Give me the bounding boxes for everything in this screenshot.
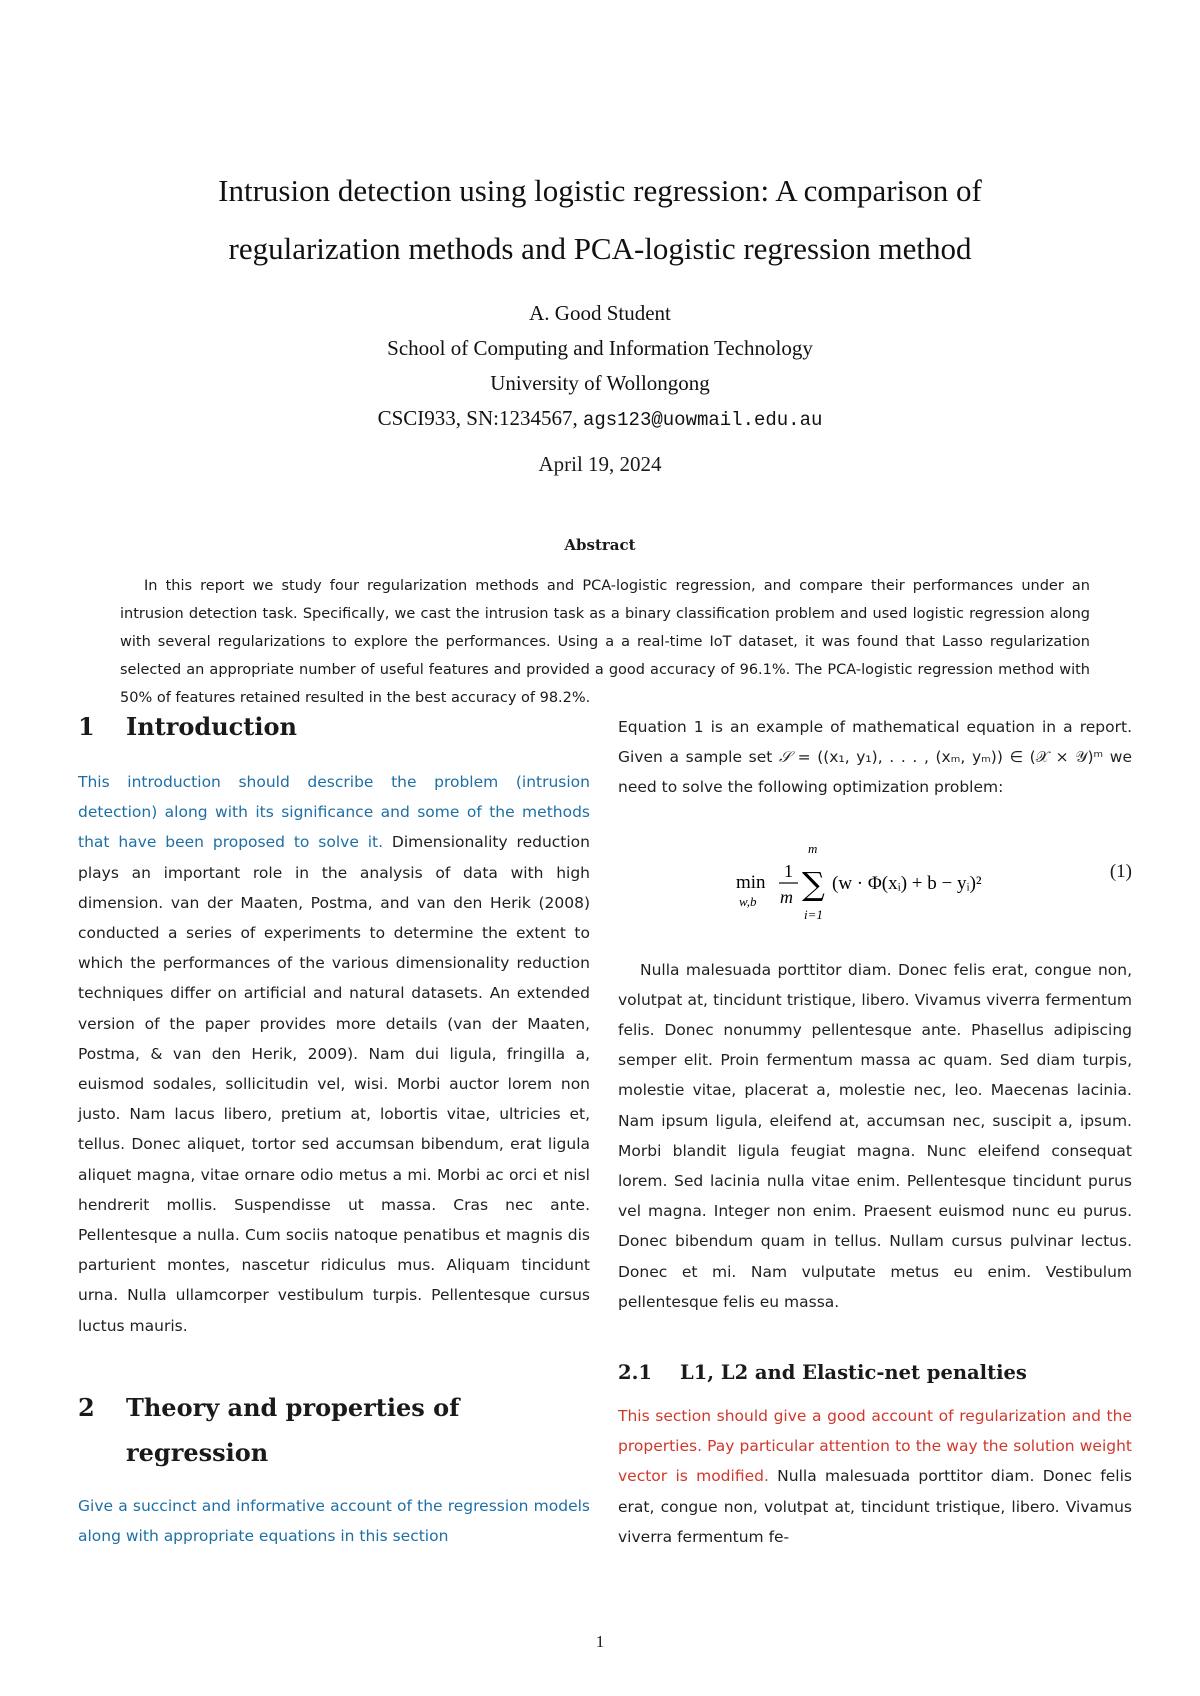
eq-term: (w · Φ(xᵢ) + b − yᵢ)² xyxy=(832,872,982,894)
eq-frac-denominator: m xyxy=(780,886,793,907)
right-column xyxy=(618,704,1132,1552)
subsection-2-1-heading xyxy=(618,1359,1132,1387)
paper-date: April 19, 2024 xyxy=(538,452,662,476)
subsection-title: L1, L2 and Elastic-net penalties xyxy=(680,1361,1027,1385)
paper-title xyxy=(120,162,1080,278)
eq-min: min xyxy=(736,871,766,893)
introduction-instruction: This introduction should describe the problem (intrusion detection) along with its significance and some of the methods that have been proposed to solve it. xyxy=(78,773,590,852)
equation-1 xyxy=(618,831,1132,931)
abstract-heading: Abstract xyxy=(564,536,636,554)
section-title: Theory and properties of regression xyxy=(126,1392,460,1467)
optimization-equation xyxy=(736,831,1036,931)
introduction-body: Dimensionality reduction plays an important role in the analysis of data with high dimension. van der Maaten, Postma, and van den Herik (2008) conducted a series of experiments to determine the extent to which the performances of the various dimensionality reduction techniques differ on artificial and natural datasets. An extended version of the paper provides more details (van der Maaten, Postma, & van den Herik, 2009). Nam dui ligula, fringilla a, euismod sodales, sollicitudin vel, wisi. Morbi auctor lorem non justo. Nam lacus libero, pretium at, lobortis vitae, ultricies et, tellus. Donec aliquet, tortor sed accumsan bibendum, erat ligula aliquet magna, vitae ornare odio metus a mi. Morbi ac orci et nisl hendrerit mollis. Suspendisse ut massa. Cras nec ante. Pellentesque a nulla. Cum sociis natoque penatibus et magnis dis parturient montes, nascetur ridiculus mus. Aliquam tincidunt urna. Nulla ullamcorper vestibulum turpis. Pellentesque cursus luctus mauris. xyxy=(78,833,590,1335)
affiliation: School of Computing and Information Technology xyxy=(387,336,813,360)
university: University of Wollongong xyxy=(490,371,710,395)
section-2-heading xyxy=(78,1385,590,1475)
equation-intro-paragraph xyxy=(618,712,1132,803)
author-name: A. Good Student xyxy=(529,301,671,325)
eq-sum-symbol: ∑ xyxy=(802,864,825,903)
section-number: 2 xyxy=(78,1392,95,1422)
email-address: ags123@uowmail.edu.au xyxy=(582,409,823,431)
subsection-2-1-paragraph xyxy=(618,1401,1132,1552)
section-2-instruction: Give a succinct and informative account of the regression models along with appropriate equations in this section xyxy=(78,1496,590,1546)
subsection-number: 2.1 xyxy=(618,1361,652,1385)
left-column xyxy=(78,704,590,1551)
title-line-1: Intrusion detection using logistic regression: A comparison of xyxy=(218,173,982,208)
subsection-2-1-body: Nulla malesuada porttitor diam. Donec felis erat, congue non, volutpat at, tincidunt tristique, libero. Vivamus viverra fermentum fe- xyxy=(618,1467,1132,1546)
page-number: 1 xyxy=(595,1632,605,1651)
set-symbol: 𝒮 xyxy=(778,748,791,767)
subsection-2-1-instruction: This section should give a good account of regularization and the properties. Pay particular attention to the way the solution weight vector is modified. xyxy=(618,1407,1132,1486)
course-id: CSCI933, SN:1234567, xyxy=(377,406,583,430)
eq-min-subscript: w,b xyxy=(739,893,757,909)
equation-intro-text: Equation 1 is an example of mathematical equation in a report. Given a sample set xyxy=(618,718,1132,767)
section-1-heading xyxy=(78,704,590,749)
abstract-text: In this report we study four regularization methods and PCA-logistic regression, and compare their performances under an intrusion detection task. Specifically, we cast the intrusion task as a binary classification problem and used logistic regression along with several regularizations to explore the performances. Using a a real-time IoT dataset, it was found that Lasso regularization selected an appropriate number of useful features and provided a good accuracy of 96.1%. The PCA-logistic regression method with 50% of features retained resulted in the best accuracy of 98.2%. xyxy=(120,578,1090,706)
eq-frac-numerator: 1 xyxy=(784,860,793,881)
equation-number: (1) xyxy=(1109,860,1132,882)
section-title: Introduction xyxy=(126,712,297,741)
contact-line xyxy=(200,401,1000,436)
eq-sum-top: m xyxy=(808,840,818,856)
section-number: 1 xyxy=(78,712,95,741)
introduction-paragraph xyxy=(78,767,590,1341)
title-line-2: regularization methods and PCA-logistic regression method xyxy=(228,231,972,266)
right-body-paragraph: Nulla malesuada porttitor diam. Donec felis erat, congue non, volutpat at, tincidunt tristique, libero. Vivamus viverra fermentum felis. Donec nonummy pellentesque ante. Phasellus adipiscing semper elit. Proin fermentum massa ac quam. Sed diam turpis, molestie vitae, placerat a, molestie nec, leo. Maecenas lacinia. Nam ipsum ligula, eleifend at, accumsan nec, suscipit a, ipsum. Morbi blandit ligula feugiat magna. Nunc eleifend consequat lorem. Sed lacinia nulla vitae enim. Pellentesque tincidunt purus vel magna. Integer non enim. Praesent euismod nunc eu purus. Donec bibendum quam in tellus. Nullam cursus pulvinar lectus. Donec et mi. Nam vulputate metus eu enim. Vestibulum pellentesque felis eu massa. xyxy=(618,960,1132,1311)
eq-sum-bottom: i=1 xyxy=(804,906,823,922)
author-block xyxy=(200,296,1000,436)
equation-intro-text-rest: = ((x₁, y₁), . . . , (xₘ, yₘ)) ∈ (𝒳 × 𝒴)ᵐ we need to solve the following optimization problem: xyxy=(618,748,1133,797)
